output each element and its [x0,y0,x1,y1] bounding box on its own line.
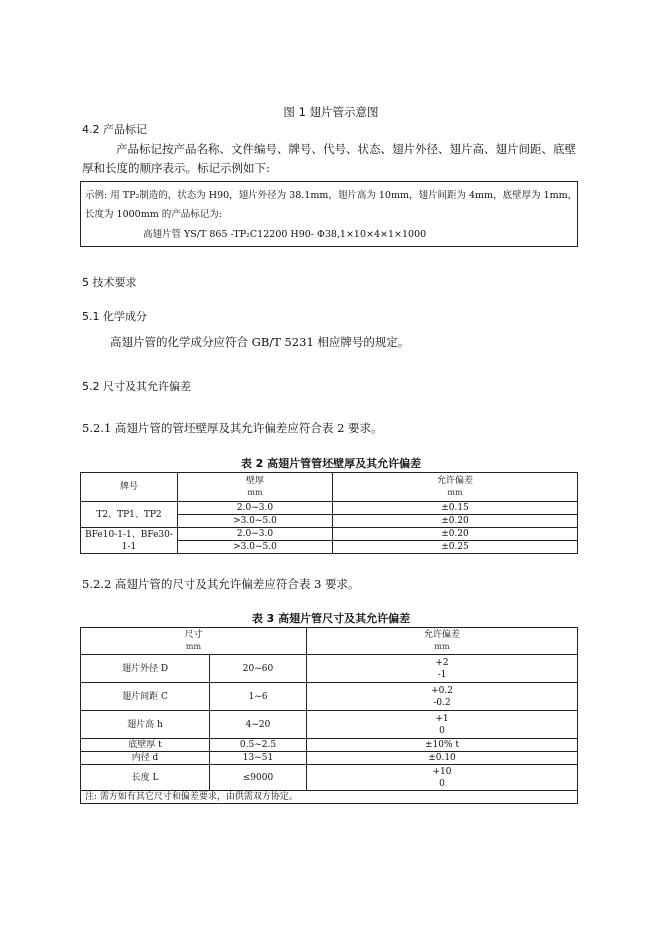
table3-tol-cell: ±0.10 [307,752,578,765]
figure-caption: 图 1 翅片管示意图 [283,105,379,119]
table3-range-cell: 4~20 [210,711,307,739]
table3-name-cell: 翅片高 h [81,711,210,739]
section-4-2-para-line1: 产品标记按产品名称、文件编号、牌号、代号、状态、翅片外径、翅片高、翅片间距、底壁 [116,142,576,156]
table3-header-tol-unit: mm [434,642,450,651]
table3-tol-cell [307,711,578,739]
table2 [80,472,578,554]
table2-grade-cell: T2、TP1、TP2 [81,502,178,528]
table3-range-cell: 1~6 [210,683,307,711]
table3-name-cell: 长度 L [81,765,210,791]
table3-caption: 表 3 高翅片管尺寸及其允许偏差 [251,612,411,625]
table2-wall-cell: 2.0~3.0 [178,502,333,515]
table3-tol-lower: 0 [439,778,445,789]
table2-header-grade: 牌号 [81,473,178,502]
table2-grade-cell: BFe10-1-1、BFe30-1-1 [81,528,178,554]
table3-header-tol [307,628,578,655]
table2-header-wall [178,473,333,502]
section-5-2-1-text: 5.2.1 高翅片管的管坯壁厚及其允许偏差应符合表 2 要求。 [82,421,383,435]
table2-header-tol-label: 允许偏差 [436,476,473,486]
table3-range-cell: 0.5~2.5 [210,739,307,752]
section-5-1-heading: 5.1 化学成分 [82,310,147,323]
table3-header-size-label: 尺寸 [184,630,203,640]
table2-header-tol-unit: mm [447,488,463,497]
example-line2: 长度为 1000mm 的产品标记为: [85,209,222,220]
table3-range-cell: 13~51 [210,752,307,765]
table3-tol-cell [307,765,578,791]
section-4-2-para-line2: 厚和长度的顺序表示。标记示例如下: [82,161,270,175]
example-line3: 高翅片管 YS/T 865 -TP₂C12200 H90- Φ38,1×10×4×1×1000 [143,229,427,240]
table2-wall-cell: 2.0~3.0 [178,528,333,541]
table3-name-cell: 内径 d [81,752,210,765]
table3-tol-upper: +10 [432,766,452,777]
example-line1: 示例: 用 TP₂制造的，状态为 H90，翅片外径为 38.1mm，翅片高为 10mm，翅片间距为 4mm，底壁厚为 1mm， [85,190,578,201]
table3-tol-cell [307,683,578,711]
table3-range-cell: ≤9000 [210,765,307,791]
table3-tol-cell [307,655,578,683]
table3-tol-upper: +2 [435,657,449,668]
table3-tol-cell: ±10% t [307,739,578,752]
section-5-heading: 5 技术要求 [82,276,137,289]
section-5-1-para: 高翅片管的化学成分应符合 GB/T 5231 相应牌号的规定。 [110,335,410,349]
table3-name-cell: 底壁厚 t [81,739,210,752]
table2-caption: 表 2 高翅片管管坯壁厚及其允许偏差 [240,457,422,470]
table2-tol-cell: ±0.15 [333,502,578,515]
table3 [80,627,578,804]
table3-header-tol-label: 允许偏差 [423,630,460,640]
table2-header-tol [333,473,578,502]
table3-tol-upper: +1 [435,713,449,724]
table2-tol-cell: ±0.20 [333,515,578,528]
table2-wall-cell: >3.0~5.0 [178,515,333,528]
table3-range-cell: 20~60 [210,655,307,683]
table2-wall-cell: >3.0~5.0 [178,541,333,554]
table3-name-cell: 翅片间距 C [81,683,210,711]
table2-header-wall-unit: mm [247,488,263,497]
table3-tol-lower: -0.2 [433,697,451,708]
section-5-2-heading: 5.2 尺寸及其允许偏差 [82,380,191,393]
table2-tol-cell: ±0.25 [333,541,578,554]
table3-header-size-unit: mm [185,642,202,651]
table3-note: 注: 需方如有其它尺寸和偏差要求，由供需双方协定。 [81,791,578,804]
table3-header-size [81,628,307,655]
table2-tol-cell: ±0.20 [333,528,578,541]
section-5-2-2-text: 5.2.2 高翅片管的尺寸及其允许偏差应符合表 3 要求。 [82,577,360,591]
table3-tol-upper: +0.2 [431,685,453,696]
example-box [80,181,578,247]
table3-tol-lower: -1 [437,669,447,680]
section-4-2-heading: 4.2 产品标记 [82,123,147,136]
table3-name-cell: 翅片外径 D [81,655,210,683]
table3-tol-lower: 0 [439,725,445,736]
table2-header-wall-label: 壁厚 [245,476,264,486]
